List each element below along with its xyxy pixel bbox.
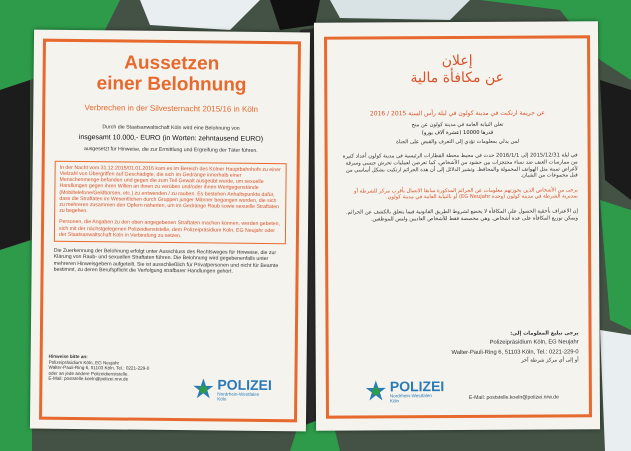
- arabic-reward-amount: قدرها 10000 (عشرة آلاف يورو): [421, 129, 494, 137]
- arabic-contact-block: [379, 330, 579, 364]
- police-star-icon: [365, 380, 387, 402]
- intro-line-3: ausgesetzt für Hinweise, die zur Ermittlung und Ergreifung der Täter führen.: [83, 146, 258, 155]
- incident-paragraph: In der Nacht vom 31.12.2015/01.01.2016 kam es im Bereich des Kölner Hauptbahnhofs zu einer Vielzahl von Übergriffen auf Geschädigte, die sich im Gedränge innerhalb einer Menschenmenge befanden und gegen die zum Teil Gewalt ausgeübt wurde, um sexuelle Handlungen gegen ihren Willen an ihnen zu verüben und/oder ihnen Wertgegenstände (Mobiltelefone/Geldbörsen, etc.) zu entwenden / zu rauben. Es bestehen Anhaltspunkte dafür, dass die Straftaten im Wesentlichen durch Gruppen junger Männer begangen wurden, die sich zu mehreren zusammen den Opfern näherten, um im Gedränge Raub sowie sexuelle Straftaten zu begehen.: [59, 164, 281, 215]
- legal-terms-paragraph: Die Zuerkennung der Belohnung erfolgt unter Ausschluss des Rechtsweges für Hinweise, die zur Klärung von Raub- und sexuellen Straftaten führen. Die Belohnung wird gegebenenfalls unter mehreren Hinweisgebern aufgeteilt. Sie ist ausschließlich für Privatpersonen und nicht für Beamte bestimmt, zu deren Berufspflicht die Verfolgung strafbarer Handlungen gehört.: [53, 247, 279, 275]
- arabic-incident-paragraph: في ليلة 2015/12/31 إلى 2016/1/1 حدث في محيط محطة القطارات الرئيسية في مدينة كولون أعداد كثيرة من ممارسات العنف ضد نساء محتجزات بين حشود من الأشخاص، كما تعرضن لعمليات تحرش جنسي وسرقة لأغراض ثمينة مثل الهواتف المحمولة والمحافظ. وتشير الدلائل إلى أن هذه الجرائم ارتكبت بشكل أساسي من قبل مجموعات من الشبان.: [342, 152, 578, 179]
- arabic-contact-request-paragraph: يرجى من الأشخاص الذين بحوزتهم معلومات عن الجرائم المذكورة سابقا الاتصال بأقرب مركز للشرطة أو بمديرية الشرطة في مدينة كولون (وحدة EG Neujahr) أو بالنيابة العامة في مدينة كولون.: [354, 187, 578, 201]
- polizei-city: Köln: [217, 396, 227, 402]
- contact-line: Polizeipräsidium Köln, EG Neujahr: [489, 338, 579, 346]
- arabic-legal-terms-paragraph: إن الاعتراف بأحقية الحصول على المكافأة لا يخضع لشروط الطريق القانونية فيما يتعلق بالكشف عن الجرائم. ويمكن توزيع المكافأة على عدة أشخاص. وهي مخصصة فقط للأشخاص العاديين وليس للموظفين.: [345, 208, 578, 222]
- contact-line: Walter-Pauli-Ring 6, 51103 Köln, Tel.: 0221-229-0: [451, 348, 579, 356]
- incident-description: [54, 161, 287, 245]
- polizei-city: Köln: [389, 398, 400, 404]
- title-line-1: Aussetzen: [124, 52, 220, 75]
- reward-amount: insgesamt 10.000,- EURO (in Worten: zehntausend EURO): [78, 134, 264, 144]
- contact-title: يرجى تبليغ المعلومات إلى:: [510, 330, 579, 337]
- arabic-intro-3: لمن يدلي بمعلومات تؤدي إلى التعرف والقبض على الجناة: [396, 138, 520, 146]
- poster-german-frame: [39, 39, 301, 423]
- poster-german-title: [45, 52, 297, 97]
- police-star-icon: [192, 378, 214, 400]
- hint-line: Polizeipräsidium Köln, EG Neujahr: [48, 359, 120, 366]
- intro-line-1: Durch die Staatsanwaltschaft Köln wird eine Belohnung von: [102, 124, 240, 132]
- poster-arabic-frame: [324, 35, 592, 418]
- poster-german: [30, 30, 310, 432]
- poster-arabic-title: [327, 52, 587, 87]
- arabic-email: E-Mail: poststelle.koeln@polizei.nrw.de: [468, 394, 559, 401]
- polizei-logo: [365, 379, 445, 403]
- contact-line: أو إلى أي مركز شرطة آخر: [521, 356, 579, 364]
- polizei-wordmark: POLIZEI: [217, 376, 272, 394]
- polizei-state: Nordrhein-Westfalen: [217, 391, 260, 397]
- arabic-intro-1: تعلن النيابة العامة في مدينة كولون عن منح: [411, 121, 504, 128]
- title-line-2: einer Belohnung: [96, 73, 247, 96]
- poster-arabic: [314, 21, 600, 430]
- title-line-2: عن مكافأة مالية: [410, 69, 505, 87]
- arabic-subtitle: عن جريمة ارتكبت في مدينة كولون في ليلة رأس السنة 2015 / 2016: [369, 109, 545, 118]
- hint-title: Hinweise bitte an:: [48, 353, 88, 360]
- hint-line: Walter-Pauli-Ring 6, 51103 Köln, Tel.: 0221-229-0: [48, 364, 150, 371]
- hint-block: [48, 354, 178, 383]
- poster-german-subtitle: Verbrechen in der Silvesternacht 2015/16 in Köln: [84, 103, 259, 114]
- title-line-1: إعلان: [441, 52, 473, 70]
- polizei-state: Nordrhein-Westfalen: [389, 393, 432, 399]
- polizei-wordmark: POLIZEI: [389, 378, 445, 395]
- contact-request-paragraph: Personen, die Angaben zu den oben angegebenen Straftaten machen können, werden gebeten, sich mit der nächstgelegenen Polizeidienststelle, dem Polizeipräsidium Köln, EG Neujahr oder der Staatsanwaltschaft Köln in Verbindung zu setzen.: [58, 219, 281, 239]
- hint-line: E-Mail: poststelle.koeln@polizei.nrw.de: [48, 376, 129, 382]
- polizei-logo: [192, 377, 272, 402]
- hint-line: oder an jede andere Polizeidienststelle.: [48, 370, 129, 377]
